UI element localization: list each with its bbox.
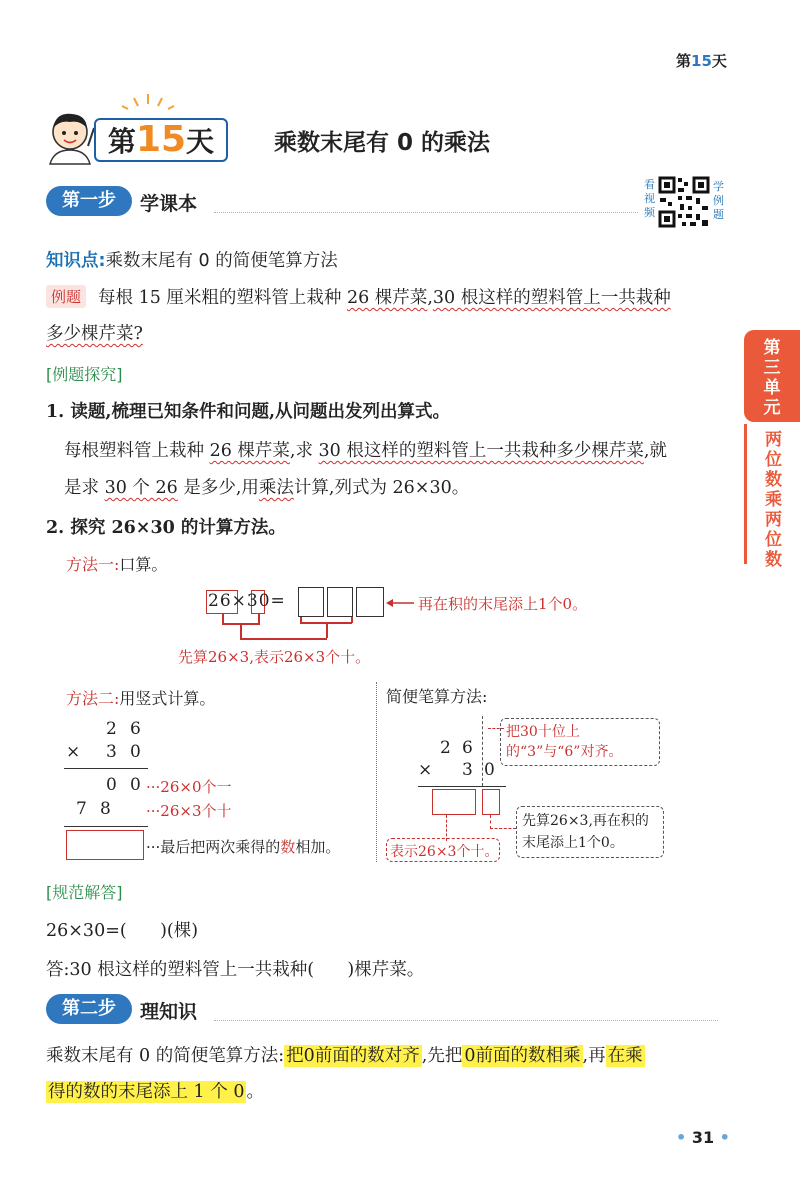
bracket-line <box>240 638 327 640</box>
item1-heading: 1. 读题,梳理已知条件和问题,从问题出发列出算式。 <box>46 402 451 422</box>
note-compute: 先算26×3,再在积的末尾添上1个0。 <box>522 813 649 851</box>
method1-note-below: 先算26×3,表示26×3个十。 <box>178 648 371 666</box>
answer-equation: 26×30=( )(棵) <box>46 921 199 941</box>
example-line-2: 多少棵芹菜? <box>46 324 143 344</box>
method2-label: 方法二:用竖式计算。 <box>66 689 216 708</box>
simple-label: 简便笔算方法: <box>386 687 488 706</box>
method2-row-4: 7 8 <box>76 799 111 819</box>
method1-expression: 26×30= <box>208 591 286 611</box>
example-tag: 例题 <box>46 285 86 308</box>
method1-note-right: 再在积的末尾添上1个0。 <box>418 595 588 613</box>
lesson-title: 乘数末尾有 0 的乘法 <box>274 130 491 156</box>
connector-line <box>490 815 491 829</box>
method2-rule-2 <box>64 826 148 827</box>
method2-note-row3: ···26×0个一 <box>146 778 232 796</box>
note-meaning: 表示26×3个十。 <box>390 844 499 860</box>
simple-result-box <box>432 789 476 815</box>
page-number: • 31 • <box>676 1128 730 1147</box>
bracket-line <box>240 623 242 639</box>
bracket-line <box>351 617 353 623</box>
answer-sentence: 答:30 根这样的塑料管上一共栽种( )棵芹菜。 <box>46 960 425 980</box>
method2-note-result: ···最后把两次乘得的数相加。 <box>146 838 341 856</box>
answer-box-1 <box>298 587 324 617</box>
day-badge: 第15天 <box>94 118 228 162</box>
method2-result-box <box>66 830 144 860</box>
step-one-pill: 第一步 <box>46 186 132 216</box>
step-one-divider <box>214 212 638 213</box>
connector-line <box>490 828 516 829</box>
section-divider <box>376 682 377 862</box>
example-line-1: 每根 15 厘米粗的塑料管上栽种 26 棵芹菜,30 根这样的塑料管上一共栽种 <box>98 288 671 308</box>
answer-box-2 <box>327 587 353 617</box>
item2-heading: 2. 探究 26×30 的计算方法。 <box>46 518 286 538</box>
method2-rule-1 <box>64 768 148 769</box>
qr-left-text: 看 视 频 <box>644 178 655 219</box>
side-tab-unit: 第三单元 <box>744 330 800 422</box>
mascot-icon <box>42 106 98 166</box>
bracket-line <box>300 617 302 623</box>
sun-rays-icon <box>118 92 178 112</box>
step-one-title: 学课本 <box>140 193 198 215</box>
answer-box-3 <box>356 587 384 617</box>
answer-label: [规范解答] <box>46 883 123 902</box>
method1-label: 方法一:口算。 <box>66 555 168 574</box>
note-align: 把30十位上的“3”与“6”对齐。 <box>506 724 623 760</box>
simple-row-2: × 3 0 <box>418 760 495 780</box>
simple-row-1: 2 6 <box>440 738 473 758</box>
method2-row-3: 0 0 <box>106 775 141 795</box>
alignment-guide <box>482 716 483 786</box>
step-two-title: 理知识 <box>140 1001 198 1023</box>
summary-line-1: 乘数末尾有 0 的简便笔算方法: 把0前面的数对齐 ,先把 0前面的数相乘 ,再 在乘 <box>46 1046 643 1066</box>
knowledge-point: 知识点:乘数末尾有 0 的简便笔算方法 <box>46 251 338 271</box>
corner-day-label: 第15天 <box>676 52 727 70</box>
side-tab-topic: 两位数乘两位数 <box>744 424 800 564</box>
qr-right-text: 学 例 题 <box>713 180 724 221</box>
method2-row-1: 2 6 <box>106 719 141 739</box>
item1-line-2: 是求 30 个 26 是多少,用乘法计算,列式为 26×30。 <box>64 478 470 498</box>
summary-line-2: 得的数的末尾添上 1 个 0 。 <box>48 1082 264 1102</box>
simple-zero-box <box>482 789 500 815</box>
bracket-line <box>326 622 328 638</box>
arrow-left-icon <box>386 594 414 606</box>
method2-note-row4: ···26×3个十 <box>146 802 232 820</box>
simple-rule <box>418 786 506 787</box>
qr-code-icon <box>658 176 710 228</box>
item1-line-1: 每根塑料管上栽种 26 棵芹菜,求 30 根这样的塑料管上一共栽种多少棵芹菜,就 <box>64 441 667 461</box>
method2-row-2: × 3 0 <box>66 742 141 762</box>
step-two-divider <box>214 1020 718 1021</box>
step-two-pill: 第二步 <box>46 994 132 1024</box>
explore-label: [例题探究] <box>46 365 123 384</box>
